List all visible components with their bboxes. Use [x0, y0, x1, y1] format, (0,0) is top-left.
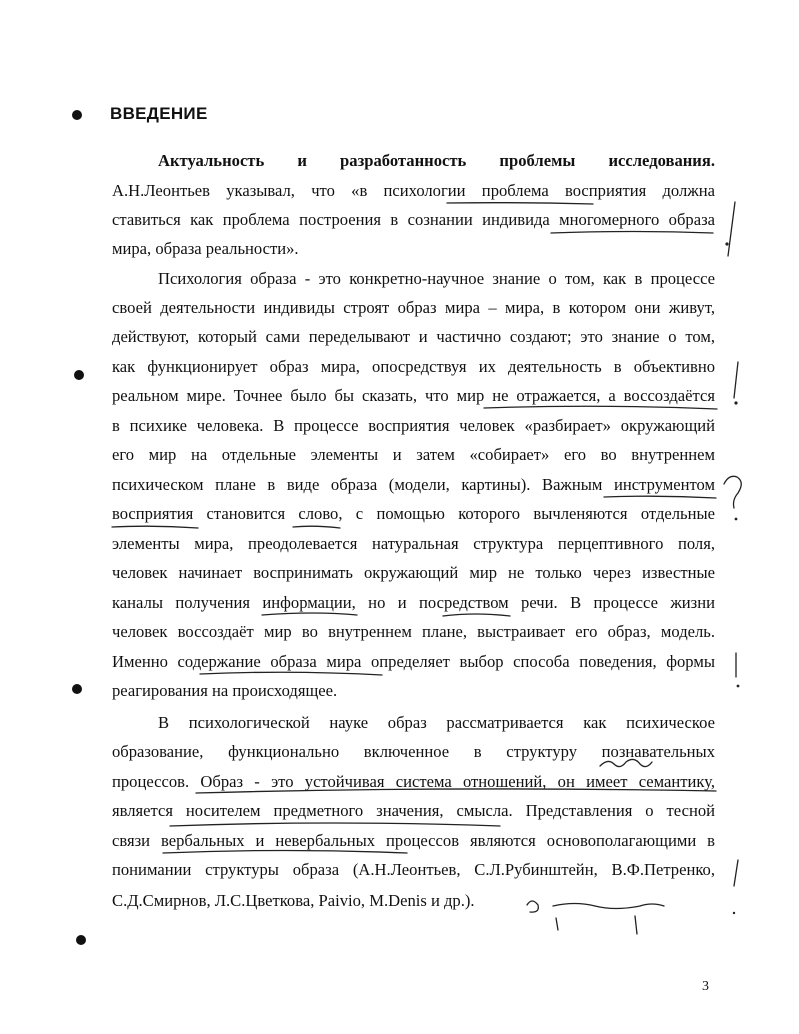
underline-mark — [293, 526, 340, 528]
underline-mark — [447, 203, 593, 204]
underline-mark — [262, 613, 357, 615]
question-mark — [724, 476, 741, 508]
paragraph-line: понимании структуры образа (А.Н.Леонтьев, С.Л.Рубинштейн, В.Ф.Петренко, — [112, 860, 715, 879]
paragraph-line: восприятия становится слово, с помощью которого вычленяются отдельные — [112, 504, 715, 523]
handwritten-scribble — [556, 918, 558, 930]
paragraph-line: А.Н.Леонтьев указывал, что «в психологии проблема восприятия должна — [112, 181, 715, 200]
margin-dot — [734, 401, 737, 404]
paragraph-line: в психике человека. В процессе восприятия человек «разбирает» окружающий — [112, 416, 715, 435]
page-number: 3 — [702, 979, 709, 994]
paragraph-line: Актуальность и разработанность проблемы исследования. — [158, 151, 715, 170]
punch-hole-mark — [72, 684, 82, 694]
margin-check-mark — [728, 202, 735, 256]
underline-mark — [551, 232, 713, 234]
margin-check-mark — [734, 860, 738, 886]
paragraph-line: человек воссоздаёт мир во внутреннем плане, выстраивает его образ, модель. — [112, 622, 715, 641]
punch-hole-mark — [74, 370, 84, 380]
underline-mark — [604, 496, 716, 498]
paragraph-line: С.Д.Смирнов, Л.С.Цветкова, Paivio, M.Denis и др.). — [112, 891, 475, 910]
punch-hole-mark — [72, 110, 82, 120]
paragraph-line: мира, образа реальности». — [112, 239, 299, 258]
paragraph-line: его мир на отдельные элементы и затем «собирает» его во внутреннем — [112, 445, 715, 464]
margin-dot — [733, 912, 735, 914]
underline-mark — [484, 406, 717, 409]
margin-dot — [737, 685, 740, 688]
margin-dot — [725, 242, 728, 245]
margin-check-mark — [734, 362, 738, 398]
underline-mark — [112, 526, 198, 528]
paragraph-line: как функционирует образ мира, опосредствуя их деятельность в объективно — [112, 357, 715, 376]
paragraph-line: реагирования на происходящее. — [112, 681, 338, 700]
paragraph-line: реальном мире. Точнее было бы сказать, что мир не отражается, а воссоздаётся — [112, 386, 715, 405]
paragraph-line: элементы мира, преодолевается натуральная структура перцептивного поля, — [112, 534, 715, 553]
paragraph-line: Психология образа - это конкретно-научное знание о том, как в процессе — [158, 269, 715, 288]
section-heading: ВВЕДЕНИЕ — [110, 104, 208, 123]
paragraph-line: своей деятельности индивиды строят образ мира – мира, в котором они живут, — [112, 298, 715, 317]
paragraph-line: психическом плане в виде образа (модели, картины). Важным инструментом — [112, 475, 715, 494]
margin-dot — [735, 518, 738, 521]
paragraph-line: связи вербальных и невербальных процессов являются основополагающими в — [112, 831, 715, 850]
underline-mark — [170, 823, 500, 826]
handwritten-scribble — [635, 916, 637, 934]
paragraph-line: каналы получения информации, но и посредством речи. В процессе жизни — [112, 593, 715, 612]
underline-mark — [443, 614, 510, 616]
paragraph-line: В психологической науке образ рассматривается как психическое — [158, 713, 715, 732]
paragraph-line: Именно содержание образа мира определяет выбор способа поведения, формы — [112, 652, 715, 671]
paragraph-line: человек начинает воспринимать окружающий мир не только через известные — [112, 563, 715, 582]
paragraph-line: образование, функционально включенное в структуру познавательных — [112, 742, 715, 761]
paragraph-line: процессов. Образ - это устойчивая система отношений, он имеет семантику, — [112, 772, 715, 791]
paragraph-line: ставиться как проблема построения в сознании индивида многомерного образа — [112, 210, 715, 229]
underline-mark — [200, 672, 382, 675]
paragraph-line: действуют, который сами переделывают и частично создают; это знание о том, — [112, 327, 715, 346]
paragraph-line: является носителем предметного значения, смысла. Представления о тесной — [112, 801, 715, 820]
punch-hole-mark — [76, 935, 86, 945]
